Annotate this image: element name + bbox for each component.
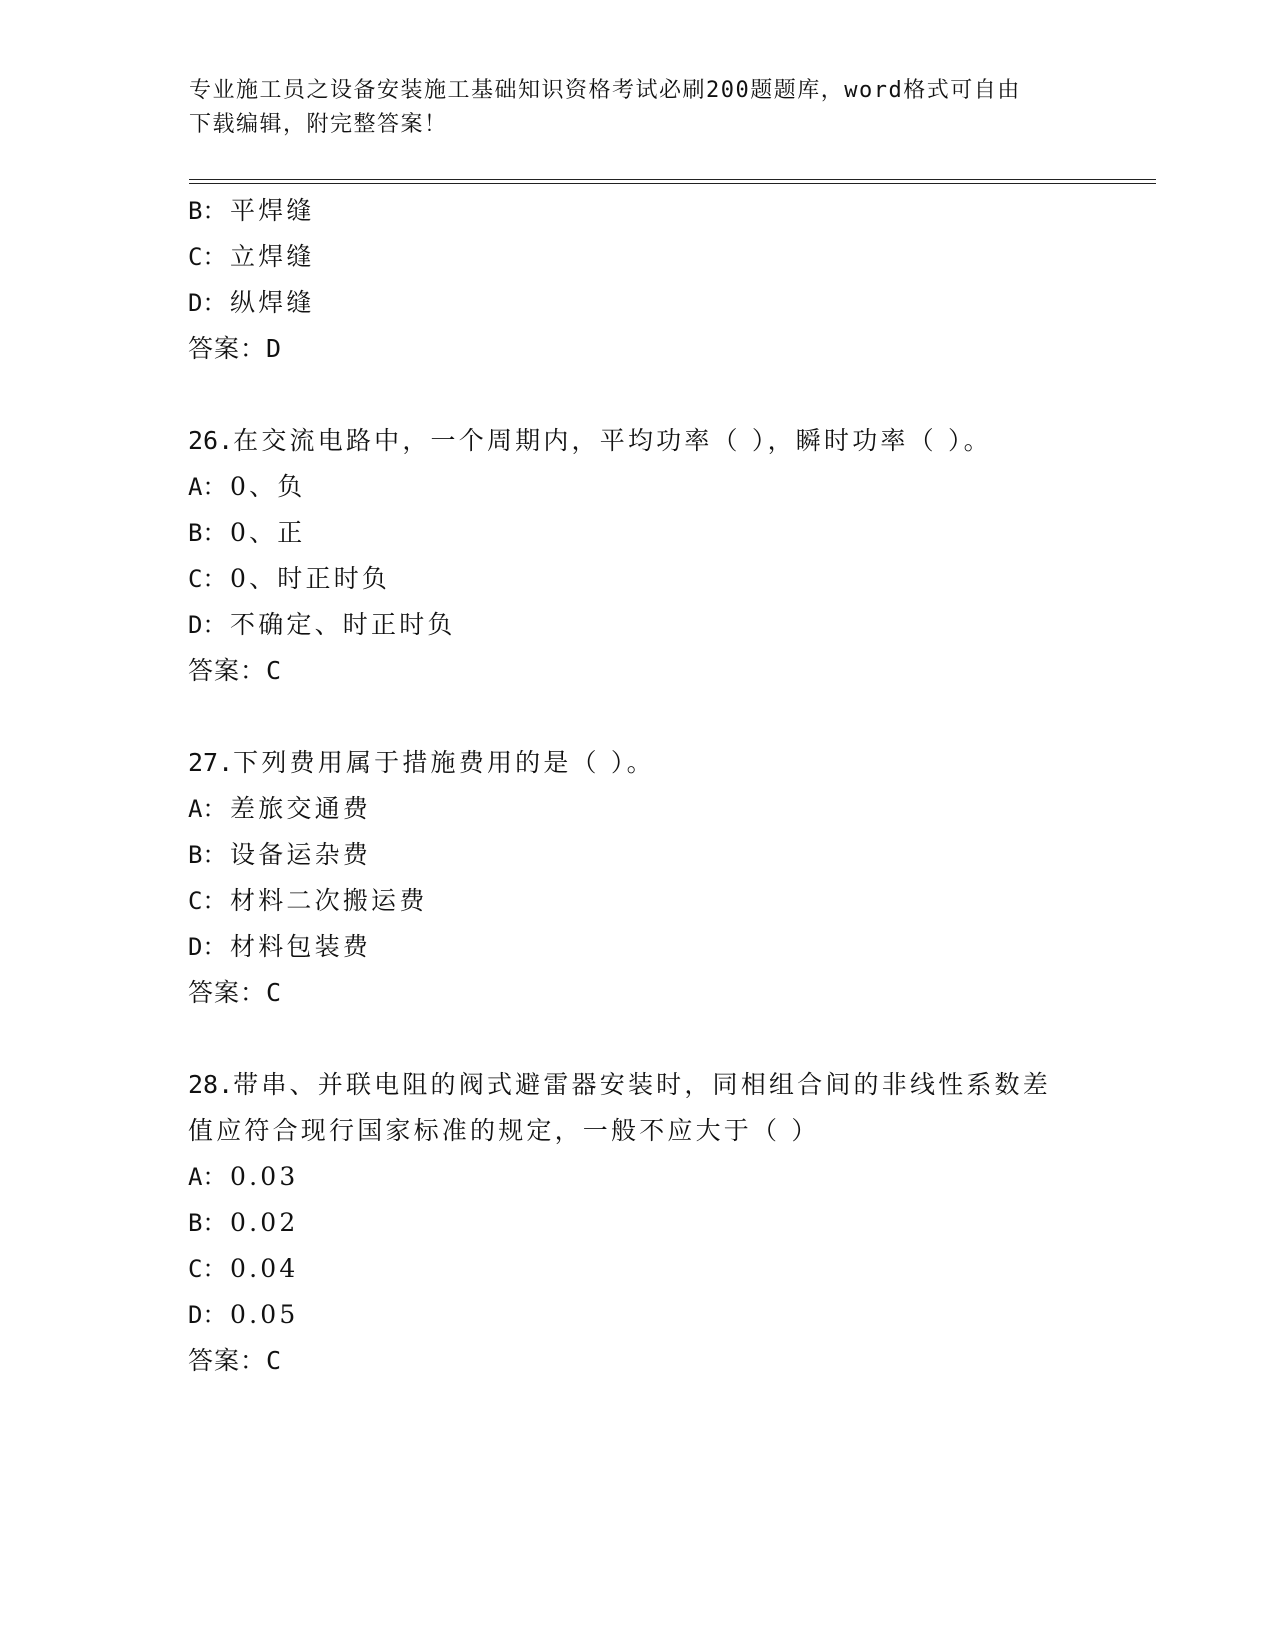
option-text: 材料二次搬运费 (230, 886, 428, 915)
question-text: 下列费用属于措施费用的是（ ）。 (233, 748, 655, 777)
option-b (188, 510, 1128, 556)
option-b (188, 188, 1128, 234)
option-letter: D： (188, 289, 227, 317)
question-number: 27. (188, 748, 234, 777)
option-letter: C： (188, 887, 227, 915)
option-letter: A： (188, 795, 227, 823)
spacer (188, 1016, 1128, 1062)
answer-label: 答案： (188, 656, 267, 685)
option-letter: B： (188, 519, 227, 547)
option-d (188, 1292, 1128, 1338)
option-letter: A： (188, 1163, 227, 1191)
option-letter: B： (188, 1209, 227, 1237)
option-text: 材料包装费 (230, 932, 372, 961)
option-text: 0、时正时负 (230, 564, 391, 593)
option-text: 立焊缝 (230, 242, 315, 271)
option-letter: C： (188, 243, 227, 271)
question-stem (188, 740, 1128, 786)
option-a (188, 1154, 1128, 1200)
option-b (188, 832, 1128, 878)
question-content (188, 188, 1128, 1384)
option-letter: A： (188, 473, 227, 501)
option-text: 0.05 (230, 1300, 299, 1329)
option-a (188, 786, 1128, 832)
answer-label: 答案： (188, 334, 267, 363)
question-number: 28. (188, 1070, 234, 1099)
question-stem-line-1 (188, 1062, 1128, 1108)
header-line-2: 下载编辑，附完整答案！ (189, 112, 448, 137)
answer-value: C (266, 1346, 283, 1375)
option-d (188, 602, 1128, 648)
question-27 (188, 740, 1128, 1016)
option-text: 0.03 (230, 1162, 299, 1191)
option-d (188, 280, 1128, 326)
spacer (188, 372, 1128, 418)
question-text: 在交流电路中，一个周期内，平均功率（ ），瞬时功率（ ）。 (233, 426, 992, 455)
option-text: 0、正 (230, 518, 306, 547)
answer-value: C (266, 978, 283, 1007)
option-text: 0.04 (230, 1254, 299, 1283)
answer-value: C (266, 656, 283, 685)
question-stem-line-2: 值应符合现行国家标准的规定，一般不应大于（ ） (188, 1116, 820, 1145)
option-c (188, 556, 1128, 602)
option-letter: D： (188, 1301, 227, 1329)
answer-value: D (266, 334, 283, 363)
option-text: 差旅交通费 (230, 794, 372, 823)
question-text: 带串、并联电阻的阀式避雷器安装时，同相组合间的非线性系数差 (233, 1070, 1051, 1099)
answer-line (188, 648, 1128, 694)
question-28 (188, 1062, 1128, 1384)
question-25-continued (188, 188, 1128, 372)
question-26 (188, 418, 1128, 694)
spacer (188, 694, 1128, 740)
header-divider-bottom (189, 183, 1156, 184)
option-b (188, 1200, 1128, 1246)
header-divider-top (189, 179, 1156, 180)
option-c (188, 1246, 1128, 1292)
answer-line (188, 326, 1128, 372)
option-letter: B： (188, 197, 227, 225)
document-header (189, 74, 1069, 142)
option-letter: D： (188, 933, 227, 961)
option-text: 设备运杂费 (230, 840, 372, 869)
question-stem (188, 418, 1128, 464)
answer-line (188, 970, 1128, 1016)
answer-label: 答案： (188, 978, 267, 1007)
option-text: 0、负 (230, 472, 306, 501)
option-text: 0.02 (230, 1208, 299, 1237)
option-c (188, 878, 1128, 924)
option-a (188, 464, 1128, 510)
question-number: 26. (188, 426, 234, 455)
option-text: 纵焊缝 (230, 288, 315, 317)
header-line-1: 专业施工员之设备安装施工基础知识资格考试必刷200题题库，word格式可自由 (189, 78, 1021, 103)
answer-line (188, 1338, 1128, 1384)
option-letter: B： (188, 841, 227, 869)
option-letter: C： (188, 1255, 227, 1283)
option-text: 不确定、时正时负 (230, 610, 456, 639)
option-letter: C： (188, 565, 227, 593)
option-letter: D： (188, 611, 227, 639)
answer-label: 答案： (188, 1346, 267, 1375)
option-text: 平焊缝 (230, 196, 315, 225)
option-d (188, 924, 1128, 970)
option-c (188, 234, 1128, 280)
